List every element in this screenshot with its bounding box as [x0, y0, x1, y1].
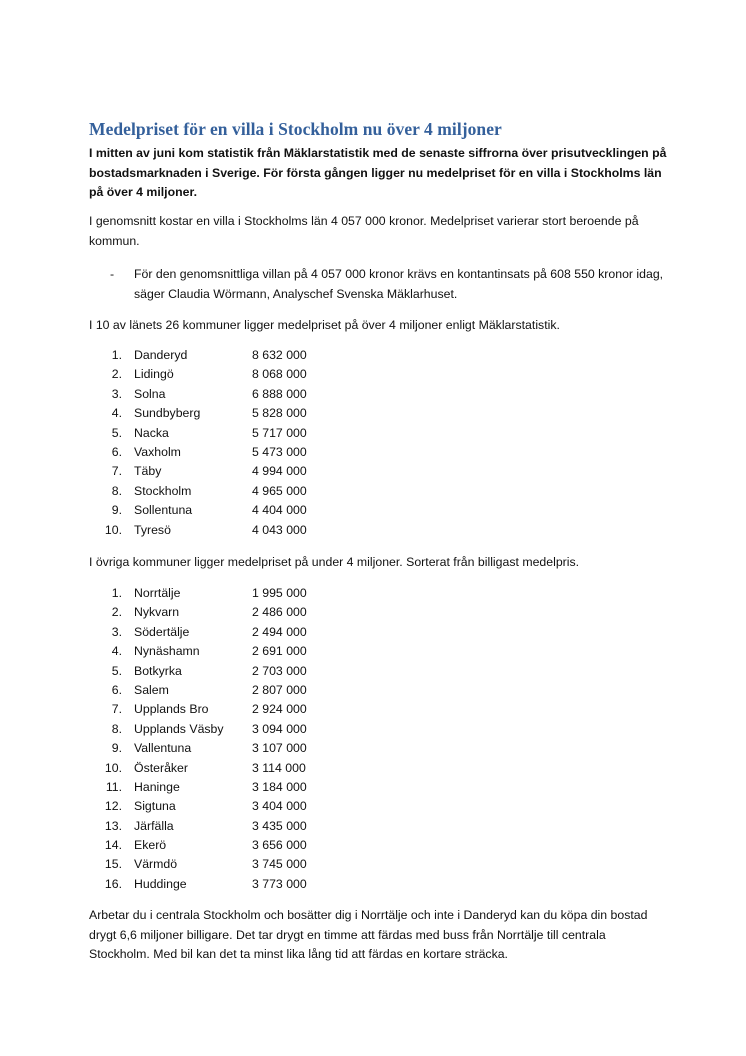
average-price: 3 184 000: [252, 779, 307, 794]
municipality-name: Nacka: [134, 425, 169, 440]
average-price: 4 404 000: [252, 503, 307, 518]
municipality-name: Sigtuna: [134, 799, 176, 814]
rank-number: 14.: [104, 838, 122, 853]
rank-number: 16.: [104, 876, 122, 891]
municipality-name: Vaxholm: [134, 444, 181, 459]
average-price: 1 995 000: [252, 586, 307, 600]
average-price: 4 965 000: [252, 483, 307, 498]
average-price: 3 435 000: [252, 818, 307, 833]
list-item: [0, 739, 746, 758]
municipality-name: Stockholm: [134, 483, 192, 498]
intro-paragraph: I genomsnitt kostar en villa i Stockholms län 4 057 000 kronor. Medelpriset varierar stort beroende på kommun.: [89, 214, 639, 248]
article-title: Medelpriset för en villa i Stockholm nu över 4 miljoner: [89, 119, 502, 139]
list-item: [0, 385, 746, 404]
average-price: 3 107 000: [252, 741, 307, 756]
municipality-name: Täby: [134, 464, 162, 479]
municipality-name: Södertälje: [134, 624, 190, 639]
rank-number: 6.: [111, 682, 122, 697]
below-four-million-list: [0, 584, 746, 894]
municipality-name: Järfälla: [134, 818, 174, 833]
list-item: [0, 424, 746, 443]
rank-number: 3.: [111, 386, 122, 401]
rank-number: 7.: [111, 464, 122, 479]
rank-number: 6.: [111, 444, 122, 459]
municipality-name: Danderyd: [134, 348, 188, 362]
rank-number: 7.: [111, 702, 122, 717]
rank-number: 1.: [111, 586, 122, 600]
list-item: [0, 700, 746, 719]
average-price: 2 486 000: [252, 605, 307, 620]
list-item: [0, 501, 746, 520]
municipality-name: Upplands Väsby: [134, 721, 224, 736]
rank-number: 1.: [111, 348, 122, 362]
rank-number: 15.: [104, 857, 122, 872]
list-item: [0, 346, 746, 365]
municipality-name: Solna: [134, 386, 166, 401]
municipality-name: Vallentuna: [134, 741, 192, 756]
average-price: 8 068 000: [252, 367, 307, 382]
list-item: [0, 797, 746, 816]
list-item: [0, 759, 746, 778]
average-price: 3 094 000: [252, 721, 307, 736]
rank-number: 8.: [111, 483, 122, 498]
list-item: [0, 681, 746, 700]
list-item: [0, 603, 746, 622]
rank-number: 2.: [111, 605, 122, 620]
rank-number: 9.: [111, 503, 122, 518]
rank-number: 8.: [111, 721, 122, 736]
article-lead: I mitten av juni kom statistik från Mäklarstatistik med de senaste siffrorna över prisutvecklingen på bostadsmarknaden i Sverige. För första gången ligger nu medelpriset för en villa i Stockholms län på över 4 miljoner.: [89, 146, 667, 199]
average-price: 3 656 000: [252, 838, 307, 853]
list-item: [0, 404, 746, 423]
average-price: 6 888 000: [252, 386, 307, 401]
list-item: [0, 817, 746, 836]
rank-number: 5.: [111, 663, 122, 678]
average-price: 2 807 000: [252, 682, 307, 697]
list-item: [0, 855, 746, 874]
list-item: [0, 584, 746, 603]
rank-number: 9.: [111, 741, 122, 756]
rank-number: 4.: [111, 406, 122, 421]
rank-number: 2.: [111, 367, 122, 382]
average-price: 2 924 000: [252, 702, 307, 717]
list-item: [0, 521, 746, 540]
rank-number: 10.: [104, 522, 122, 537]
municipality-name: Huddinge: [134, 876, 187, 891]
average-price: 2 703 000: [252, 663, 307, 678]
municipality-name: Lidingö: [134, 367, 174, 382]
average-price: 3 745 000: [252, 857, 307, 872]
average-price: 2 691 000: [252, 644, 307, 659]
rank-number: 12.: [104, 799, 122, 814]
list-item: [0, 836, 746, 855]
average-price: 4 994 000: [252, 464, 307, 479]
municipality-name: Haninge: [134, 779, 180, 794]
quote-text: För den genomsnittliga villan på 4 057 000 kronor krävs en kontantinsats på 608 550 kronor idag, säger Claudia Wörmann, Analyschef Svenska Mäklarhuset.: [134, 267, 664, 301]
below-four-million-intro: I övriga kommuner ligger medelpriset på under 4 miljoner. Sorterat från billigast medelpris.: [89, 555, 580, 569]
list-item: [0, 720, 746, 739]
average-price: 4 043 000: [252, 522, 307, 537]
municipality-name: Sundbyberg: [134, 406, 201, 421]
rank-number: 11.: [105, 779, 122, 794]
municipality-name: Salem: [134, 682, 169, 697]
rank-number: 10.: [104, 760, 122, 775]
list-item: [0, 875, 746, 894]
average-price: 5 828 000: [252, 406, 307, 421]
municipality-name: Upplands Bro: [134, 702, 209, 717]
municipality-name: Värmdö: [134, 857, 178, 872]
average-price: 2 494 000: [252, 624, 307, 639]
rank-number: 5.: [111, 425, 122, 440]
rank-number: 3.: [111, 624, 122, 639]
above-four-million-list: [0, 346, 746, 540]
average-price: 3 404 000: [252, 799, 307, 814]
municipality-name: Norrtälje: [134, 586, 181, 600]
municipality-name: Ekerö: [134, 838, 167, 853]
municipality-name: Nykvarn: [134, 605, 180, 620]
list-item: [0, 443, 746, 462]
municipality-name: Nynäshamn: [134, 644, 200, 659]
average-price: 8 632 000: [252, 348, 307, 362]
list-item: [0, 642, 746, 661]
list-item: [0, 462, 746, 481]
list-item: [0, 623, 746, 642]
bullet-dash: -: [110, 267, 115, 281]
average-price: 5 473 000: [252, 444, 307, 459]
list-item: [0, 365, 746, 384]
average-price: 5 717 000: [252, 425, 307, 440]
municipality-name: Tyresö: [134, 522, 171, 537]
municipality-name: Sollentuna: [134, 503, 193, 518]
average-price: 3 773 000: [252, 876, 307, 891]
closing-paragraph: Arbetar du i centrala Stockholm och bosätter dig i Norrtälje och inte i Danderyd kan du köpa din bostad drygt 6,6 miljoner billigare. Det tar drygt en timme att färdas med buss från Norrtälje till centrala Stockholm. Med bil kan det ta minst lika lång tid att färdas en kortare sträcka.: [89, 908, 648, 961]
list-item: [0, 778, 746, 797]
list-item: [0, 482, 746, 501]
quote-bullet: [110, 265, 670, 304]
rank-number: 4.: [111, 644, 122, 659]
average-price: 3 114 000: [252, 760, 306, 775]
above-four-million-intro: I 10 av länets 26 kommuner ligger medelpriset på över 4 miljoner enligt Mäklarstatistik.: [89, 318, 560, 332]
list-item: [0, 662, 746, 681]
municipality-name: Österåker: [134, 760, 188, 775]
rank-number: 13.: [104, 818, 122, 833]
municipality-name: Botkyrka: [134, 663, 182, 678]
